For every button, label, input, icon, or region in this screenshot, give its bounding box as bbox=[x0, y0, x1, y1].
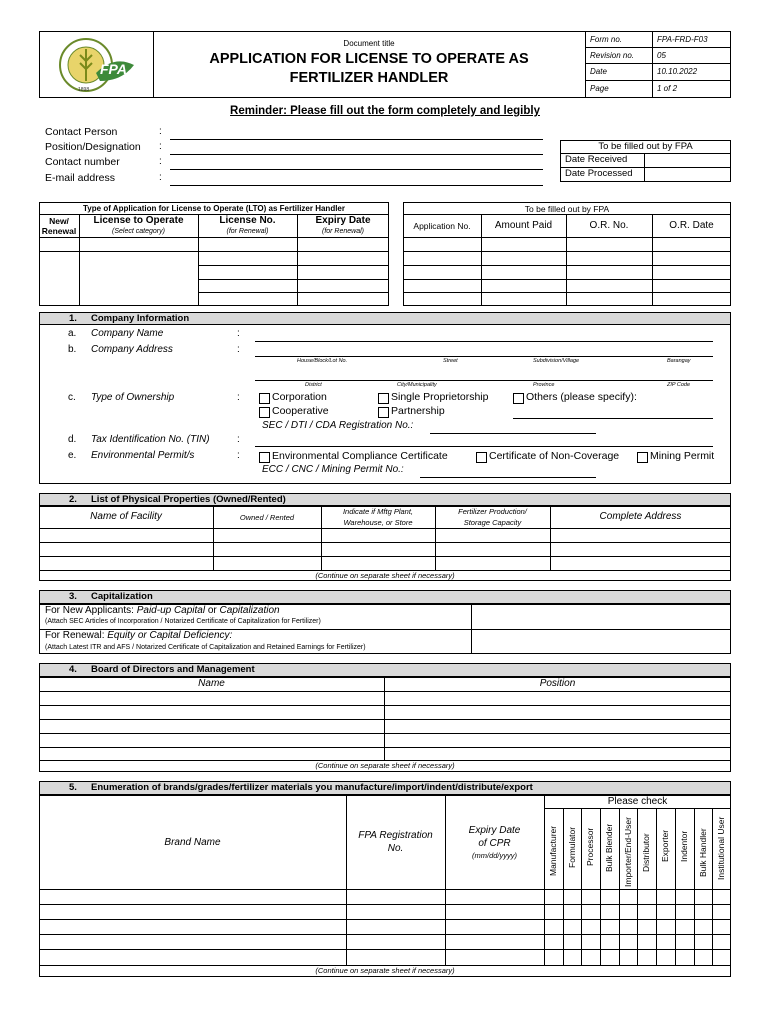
renewal-equity-field[interactable] bbox=[472, 630, 730, 653]
contact-person-label: Contact Person bbox=[45, 126, 118, 138]
fpa-box-payment bbox=[403, 202, 731, 306]
meta-rev-value: 05 bbox=[657, 51, 666, 60]
company-name-label: Company Name bbox=[91, 328, 164, 339]
sec-registration-field[interactable] bbox=[430, 433, 596, 434]
ecc-number-field[interactable] bbox=[420, 477, 596, 478]
contact-number-label: Contact number bbox=[45, 156, 120, 168]
section5-title: Enumeration of brands/grades/fertilizer materials you manufacture/import/indent/distribute/export bbox=[91, 782, 533, 793]
page-title-line2: FERTILIZER HANDLER bbox=[289, 70, 449, 86]
meta-form-value: FPA-FRD-F03 bbox=[657, 35, 708, 44]
tin-field[interactable] bbox=[255, 446, 713, 447]
doc-title-label: Document title bbox=[343, 39, 395, 48]
date-processed-label: Date Processed bbox=[565, 168, 633, 179]
cnc-checkbox[interactable] bbox=[476, 452, 487, 463]
email-label: E-mail address bbox=[45, 172, 116, 184]
ecc-checkbox[interactable] bbox=[259, 452, 270, 463]
others-checkbox[interactable] bbox=[513, 393, 524, 404]
address-line1-field[interactable] bbox=[255, 356, 713, 357]
position-field[interactable] bbox=[170, 154, 543, 155]
position-label: Position/Designation bbox=[45, 141, 141, 153]
logo-text: FPA bbox=[100, 61, 127, 77]
contact-number-field[interactable] bbox=[170, 169, 543, 170]
meta-date-value: 10.10.2022 bbox=[657, 67, 698, 76]
reminder: Reminder: Please fill out the form completely and legibly bbox=[230, 105, 540, 117]
section2-title: List of Physical Properties (Owned/Rented) bbox=[91, 494, 286, 505]
cooperative-checkbox[interactable] bbox=[259, 407, 270, 418]
fpa-logo bbox=[56, 35, 140, 95]
meta-rev-label: Revision no. bbox=[590, 51, 635, 60]
section4-title: Board of Directors and Management bbox=[91, 664, 255, 675]
company-address-label: Company Address bbox=[91, 344, 173, 355]
section1-title: Company Information bbox=[91, 313, 190, 324]
contact-person-field[interactable] bbox=[170, 139, 543, 140]
single-proprietorship-checkbox[interactable] bbox=[378, 393, 389, 404]
tin-label: Tax Identification No. (TIN) bbox=[91, 434, 210, 445]
corporation-checkbox[interactable] bbox=[259, 393, 270, 404]
partnership-checkbox[interactable] bbox=[378, 407, 389, 418]
fpa-box1-title: To be filled out by FPA bbox=[598, 141, 693, 152]
logo-year: 1898 bbox=[78, 87, 90, 93]
meta-page-value: 1 of 2 bbox=[657, 84, 678, 93]
page-title-line1: APPLICATION FOR LICENSE TO OPERATE AS bbox=[209, 51, 529, 67]
address-line2-field[interactable] bbox=[255, 380, 713, 381]
fpa-box2-title: To be filled out by FPA bbox=[524, 204, 610, 214]
ownership-label: Type of Ownership bbox=[91, 392, 175, 403]
meta-form-label: Form no. bbox=[590, 35, 623, 44]
company-name-field[interactable] bbox=[255, 341, 713, 342]
mining-permit-checkbox[interactable] bbox=[637, 452, 648, 463]
new-capital-field[interactable] bbox=[472, 605, 730, 628]
others-specify-field[interactable] bbox=[513, 418, 713, 419]
env-permit-label: Environmental Permit/s bbox=[91, 450, 195, 461]
meta-date-label: Date bbox=[590, 67, 607, 76]
date-received-label: Date Received bbox=[565, 154, 628, 165]
lto-title: Type of Application for License to Operate (LTO) as Fertilizer Handler bbox=[83, 204, 345, 213]
meta-page-label: Page bbox=[590, 84, 609, 93]
email-field[interactable] bbox=[170, 185, 543, 186]
section3-title: Capitalization bbox=[91, 591, 153, 602]
